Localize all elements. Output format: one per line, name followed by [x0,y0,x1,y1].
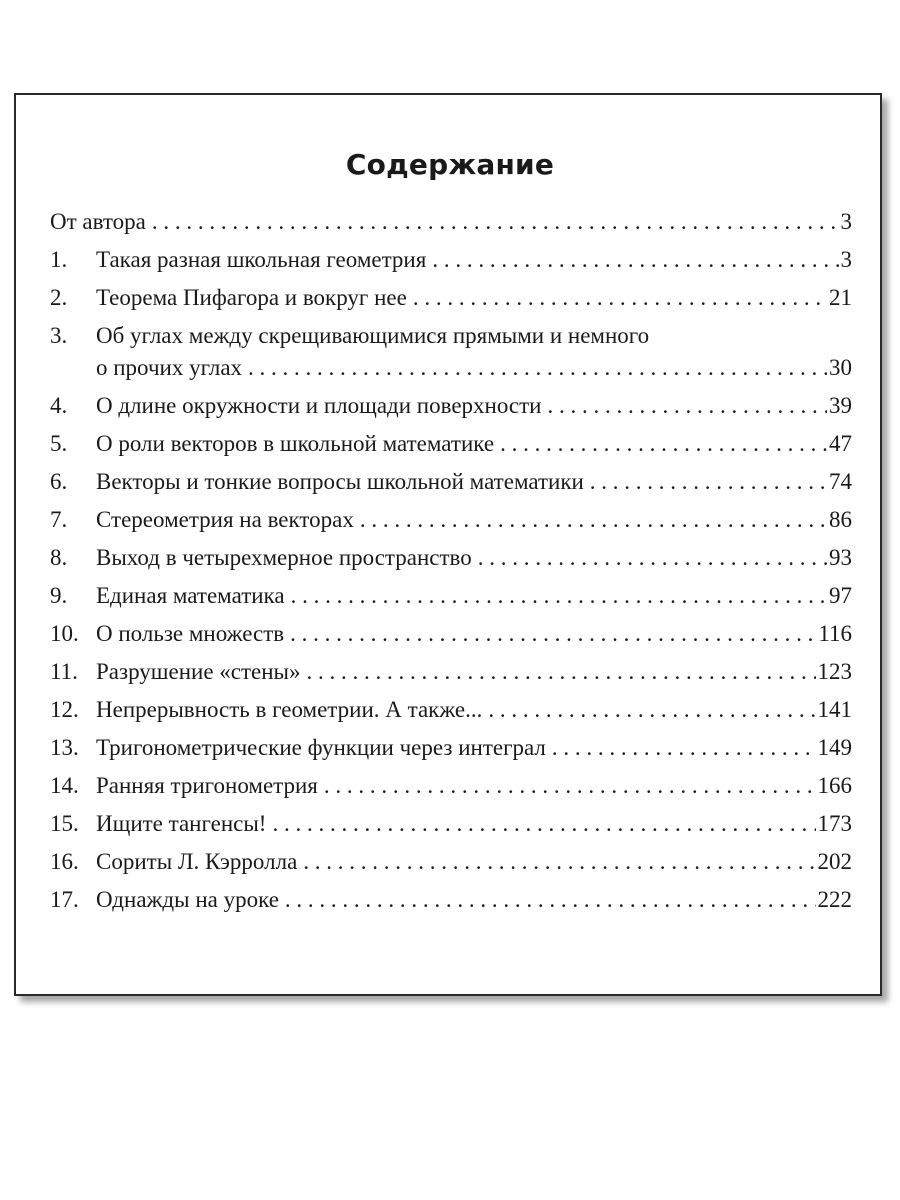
dot-leader [291,580,827,612]
dot-leader [488,694,815,726]
toc-entry-page: 74 [829,469,852,494]
dot-leader [248,352,827,384]
toc-entry-title: О пользе множеств [96,621,285,646]
toc-entry-5[interactable] [50,428,852,460]
toc-entry-number: 9. [50,583,68,608]
toc-entry-page: 93 [829,545,852,570]
toc-entry-title: Непрерывность в геометрии. А также... [96,697,483,722]
toc-entry-title: Стереометрия на векторах [96,507,354,532]
toc-heading: Содержание [345,148,555,181]
toc-entry-16[interactable] [50,846,852,878]
toc-entry-page: 173 [817,811,852,836]
toc-entry-6[interactable] [50,466,852,498]
toc-entry-8[interactable] [50,542,852,574]
toc-entry-title: Ищите тангенсы! [96,811,267,836]
toc-entry-page: 166 [817,773,852,798]
toc-entry-title: Выход в четырехмерное пространство [96,545,472,570]
toc-entry-17[interactable] [50,884,852,916]
toc-entry-page: 39 [829,393,852,418]
toc-entry-page: 97 [829,583,852,608]
toc-entry-4[interactable] [50,390,852,422]
toc-entry-9[interactable] [50,580,852,612]
toc-entry-number: 16. [50,849,79,874]
toc-entry-title: От автора [50,209,146,234]
toc-entry-number: 15. [50,811,79,836]
toc-entry-number: 5. [50,431,68,456]
toc-entry-number: 10. [50,621,79,646]
toc-entry-1[interactable] [50,244,852,276]
toc-entry-title: Однажды на уроке [96,887,279,912]
toc-entry-2[interactable] [50,282,852,314]
toc-entry-number: 4. [50,393,68,418]
dot-leader [303,846,815,878]
toc-entry-title: О длине окружности и площади поверхности [96,393,542,418]
toc-entry-page: 3 [840,209,852,234]
table-of-contents [50,206,852,916]
dot-leader [360,504,827,536]
toc-entry-title: Такая разная школьная геометрия [96,247,427,272]
dot-leader [152,206,839,238]
toc-entry-page: 21 [829,285,852,310]
toc-entry-page: 86 [829,507,852,532]
dot-leader [548,390,828,422]
toc-entry-title: Тригонометрические функции через интеграл [96,735,546,760]
toc-entry-page: 202 [817,849,852,874]
toc-entry-title: О роли векторов в школьной математике [96,431,495,456]
dot-leader [478,542,827,574]
toc-entry-title: Ранняя тригонометрия [96,773,318,798]
dot-leader [285,884,816,916]
toc-entry-page: 3 [840,247,852,272]
dot-leader [272,808,815,840]
dot-leader [590,466,827,498]
dot-leader [324,770,816,802]
toc-entry-page: 116 [818,621,852,646]
toc-entry-page: 30 [829,355,852,380]
toc-entry-number: 11. [50,659,78,684]
toc-entry-number: 3. [50,323,68,348]
toc-entry-author[interactable] [50,206,852,238]
dot-leader [500,428,827,460]
dot-leader [307,656,816,688]
toc-entry-page: 123 [817,659,852,684]
toc-entry-13[interactable] [50,732,852,764]
toc-entry-page: 149 [817,735,852,760]
toc-entry-number: 6. [50,469,68,494]
toc-entry-number: 17. [50,887,79,912]
toc-entry-number: 2. [50,285,68,310]
toc-entry-title: Сориты Л. Кэрролла [96,849,298,874]
toc-entry-title-line1: Об углах между скрещивающимися прямыми и немного [96,323,650,348]
dot-leader [413,282,827,314]
toc-entry-number: 13. [50,735,79,760]
toc-entry-number: 12. [50,697,79,722]
toc-entry-12[interactable] [50,694,852,726]
toc-entry-number: 14. [50,773,79,798]
toc-entry-number: 1. [50,247,68,272]
toc-entry-title: Векторы и тонкие вопросы школьной математики [96,469,584,494]
toc-entry-title-line2: о прочих углах [96,355,243,380]
toc-entry-14[interactable] [50,770,852,802]
dot-leader [290,618,816,650]
toc-entry-title: Единая математика [96,583,285,608]
toc-entry-title: Разрушение «стены» [96,659,301,684]
dot-leader [552,732,816,764]
toc-entry-page: 47 [829,431,852,456]
dot-leader [432,244,838,276]
toc-entry-11[interactable] [50,656,852,688]
toc-entry-10[interactable] [50,618,852,650]
toc-entry-page: 222 [817,887,852,912]
toc-entry-3[interactable] [50,320,852,384]
toc-entry-number: 8. [50,545,68,570]
toc-entry-15[interactable] [50,808,852,840]
toc-entry-title: Теорема Пифагора и вокруг нее [96,285,407,310]
toc-entry-number: 7. [50,507,68,532]
toc-entry-page: 141 [817,697,852,722]
toc-entry-7[interactable] [50,504,852,536]
